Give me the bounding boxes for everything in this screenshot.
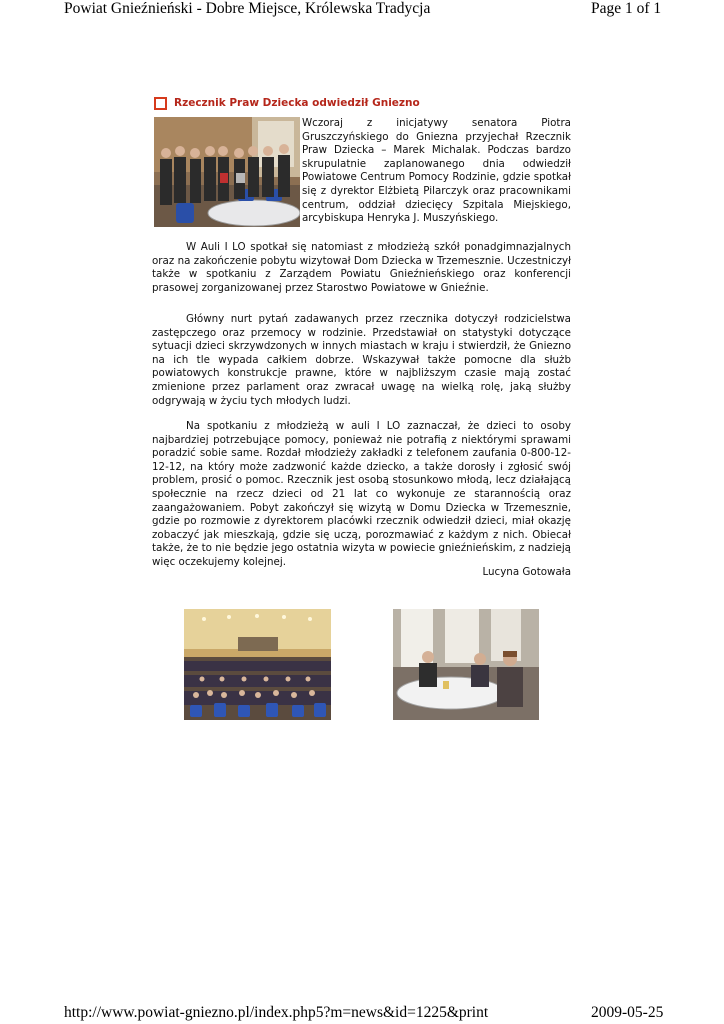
page-header-title: Powiat Gnieźnieński - Dobre Miejsce, Królewska Tradycja [64,0,431,17]
article-paragraph: Główny nurt pytań zadawanych przez rzecznika dotyczył rodzicielstwa zastępczego oraz przemocy w rodzinie. Przedstawiał on statystyki dotyczące sytuacji dzieci skrzywdzonych w innych miastach w kraju i stwierdził, że Gniezno na ich tle wypada całkiem dobrze. Wskazywał także pomocne dla służb powiatowych konstrukcje prawne, które w najbliższym czasie mają zostać zmienione przez parlament oraz zwracał uwagę na wielką rolę, jaką służby odgrywają w życiu tych młodych ludzi. [152,313,571,407]
photo-group-meeting [154,117,300,227]
article-intro: Wczoraj z inicjatywy senatora Piotra Gruszczyńskiego do Gniezna przyjechał Rzecznik Praw Dziecka – Marek Michalak. Podczas bardzo skrupulatnie zaplanowanego dnia odwiedził Powiatowe Centrum Pomocy Rodzinie, gdzie spotkał się z dyrektor Elżbietą Pilarczyk oraz pracownikami centrum, oddział dziecięcy Szpitala Miejskiego, arcybiskupa Henryka J. Muszyńskiego. [302,117,571,225]
photo-press-conference [393,609,539,720]
article-paragraph: W Auli I LO spotkał się natomiast z młodzieżą szkół ponadgimnazjalnych oraz na zakończenie pobytu wizytował Dom Dziecka w Trzemesznie. Uczestniczył także w spotkaniu z Zarządem Powiatu Gnieźnieńskiego oraz konferencji prasowej zorganizowanej przez Starostwo Powiatowe w Gnieźnie. [152,241,571,294]
page-number: Page 1 of 1 [591,0,662,17]
article-author: Lucyna Gotowała [482,566,571,578]
footer-date: 2009-05-25 [591,1004,664,1021]
article-title-row [154,94,420,112]
photo-auditorium [184,609,331,720]
footer-url: http://www.powiat-gniezno.pl/index.php5?m=news&id=1225&print [64,1004,489,1021]
article-title: Rzecznik Praw Dziecka odwiedził Gniezno [174,97,420,109]
article-paragraph: Na spotkaniu z młodzieżą w auli I LO zaznaczał, że dzieci to osoby najbardziej potrzebujące pomocy, ponieważ nie potrafią z niektórymi sprawami poradzić sobie same. Rozdał młodzieży zakładki z telefonem zaufania 0-800-12-12-12, na który może zadzwonić każde dziecko, a także dorosły i zgłosić swój problem, prosić o pomoc. Rzecznik jest osobą stosunkowo młodą, lecz działającą społecznie na rzecz dzieci od 21 lat co wykonuje ze starannością oraz zaangażowaniem. Pobyt zakończył się wizytą w Domu Dziecka w Trzemesznie, gdzie po rozmowie z dyrektorem placówki rzecznik odwiedził dzieci, miał okazję zobaczyć jak mieszkają, gdzie się uczą, porozmawiać z każdym z nich. Obiecał także, że to nie będzie jego ostatnia wizyta w powiecie gnieźnieńskim, z nadzieją więc oczekujemy kolejnej. [152,420,571,568]
square-outline-icon [154,97,167,110]
